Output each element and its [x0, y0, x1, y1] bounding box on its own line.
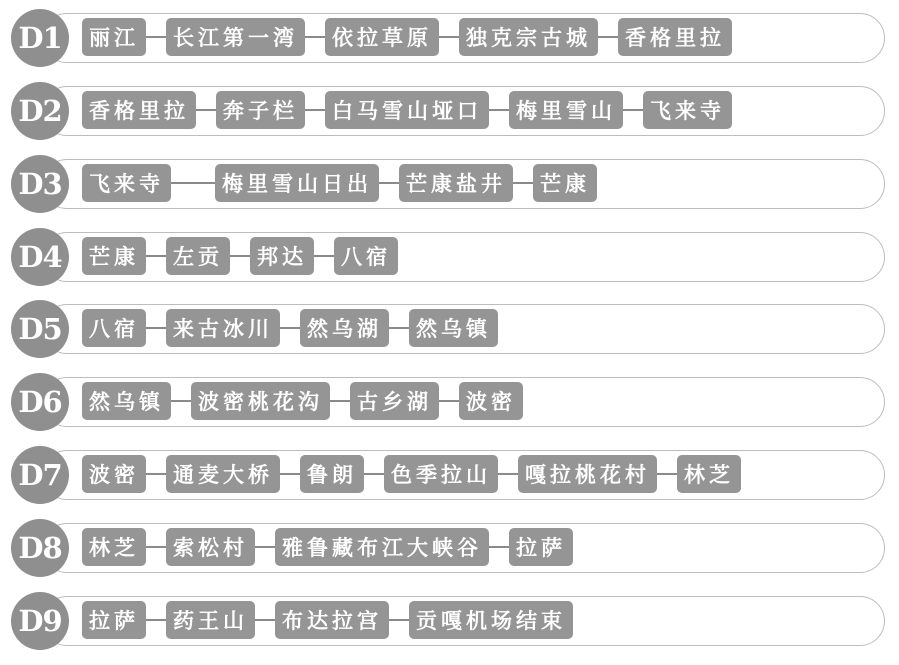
route-connector	[379, 182, 399, 184]
stop-chip: 香格里拉	[82, 91, 196, 129]
stop-chip: 梅里雪山	[509, 91, 623, 129]
stop-chip: 林芝	[82, 528, 146, 566]
day-row	[0, 296, 899, 360]
day-row	[0, 78, 899, 142]
stop-chip: 白马雪山垭口	[325, 91, 489, 129]
route-stops	[82, 455, 741, 493]
stop-chip: 奔子栏	[216, 91, 305, 129]
stop-chip: 依拉草原	[325, 18, 439, 56]
route-stops	[82, 309, 498, 347]
stop-chip: 然乌镇	[82, 382, 171, 420]
stop-chip: 邦达	[250, 237, 314, 275]
day-row	[0, 588, 899, 652]
route-stops	[82, 18, 732, 56]
stop-chip: 来古冰川	[166, 309, 280, 347]
stop-chip: 嘎拉桃花村	[518, 455, 657, 493]
day-badge: D9	[11, 592, 69, 650]
stop-chip: 长江第一湾	[166, 18, 305, 56]
stop-chip: 然乌镇	[409, 309, 498, 347]
route-connector	[364, 473, 384, 475]
day-badge: D3	[11, 155, 69, 213]
route-stops	[82, 601, 573, 639]
route-connector	[280, 473, 300, 475]
day-row	[0, 5, 899, 69]
stop-chip: 八宿	[334, 237, 398, 275]
stop-chip: 独克宗古城	[459, 18, 598, 56]
day-badge: D5	[11, 300, 69, 358]
stop-chip: 波密	[82, 455, 146, 493]
route-connector	[314, 255, 334, 257]
stop-chip: 飞来寺	[82, 164, 171, 202]
route-connector	[598, 36, 618, 38]
stop-chip: 丽江	[82, 18, 146, 56]
route-connector	[657, 473, 677, 475]
day-badge: D6	[11, 373, 69, 431]
stop-chip: 然乌湖	[300, 309, 389, 347]
route-connector	[439, 36, 459, 38]
route-connector	[230, 255, 250, 257]
stop-chip: 芒康	[82, 237, 146, 275]
route-stops	[82, 237, 398, 275]
stop-chip: 梅里雪山日出	[215, 164, 379, 202]
stop-chip: 布达拉宫	[275, 601, 389, 639]
stop-chip: 芒康	[533, 164, 597, 202]
route-connector	[146, 473, 166, 475]
stop-chip: 索松村	[166, 528, 255, 566]
stop-chip: 贡嘎机场结束	[409, 601, 573, 639]
route-connector	[171, 182, 215, 184]
route-connector	[513, 182, 533, 184]
stop-chip: 芒康盐井	[399, 164, 513, 202]
route-connector	[146, 36, 166, 38]
route-connector	[196, 109, 216, 111]
route-stops	[82, 528, 573, 566]
route-connector	[498, 473, 518, 475]
stop-chip: 雅鲁藏布江大峡谷	[275, 528, 489, 566]
day-row	[0, 151, 899, 215]
route-connector	[146, 619, 166, 621]
stop-chip: 药王山	[166, 601, 255, 639]
stop-chip: 飞来寺	[643, 91, 732, 129]
route-connector	[389, 619, 409, 621]
stop-chip: 拉萨	[509, 528, 573, 566]
stop-chip: 香格里拉	[618, 18, 732, 56]
day-row	[0, 224, 899, 288]
day-badge: D7	[11, 446, 69, 504]
route-connector	[305, 36, 325, 38]
route-stops	[82, 164, 597, 202]
route-connector	[255, 546, 275, 548]
route-connector	[330, 400, 350, 402]
stop-chip: 波密	[459, 382, 523, 420]
route-connector	[171, 400, 191, 402]
route-connector	[280, 327, 300, 329]
stop-chip: 通麦大桥	[166, 455, 280, 493]
stop-chip: 古乡湖	[350, 382, 439, 420]
stop-chip: 鲁朗	[300, 455, 364, 493]
route-connector	[146, 327, 166, 329]
day-badge: D1	[11, 9, 69, 67]
route-stops	[82, 382, 523, 420]
route-stops	[82, 91, 732, 129]
route-connector	[389, 327, 409, 329]
day-row	[0, 442, 899, 506]
day-row	[0, 369, 899, 433]
stop-chip: 林芝	[677, 455, 741, 493]
day-badge: D4	[11, 228, 69, 286]
route-connector	[489, 546, 509, 548]
stop-chip: 色季拉山	[384, 455, 498, 493]
day-badge: D2	[11, 82, 69, 140]
day-row	[0, 515, 899, 579]
stop-chip: 拉萨	[82, 601, 146, 639]
route-connector	[146, 255, 166, 257]
route-connector	[439, 400, 459, 402]
route-connector	[255, 619, 275, 621]
stop-chip: 波密桃花沟	[191, 382, 330, 420]
route-connector	[489, 109, 509, 111]
route-connector	[146, 546, 166, 548]
stop-chip: 八宿	[82, 309, 146, 347]
route-connector	[305, 109, 325, 111]
route-connector	[623, 109, 643, 111]
day-badge: D8	[11, 519, 69, 577]
stop-chip: 左贡	[166, 237, 230, 275]
